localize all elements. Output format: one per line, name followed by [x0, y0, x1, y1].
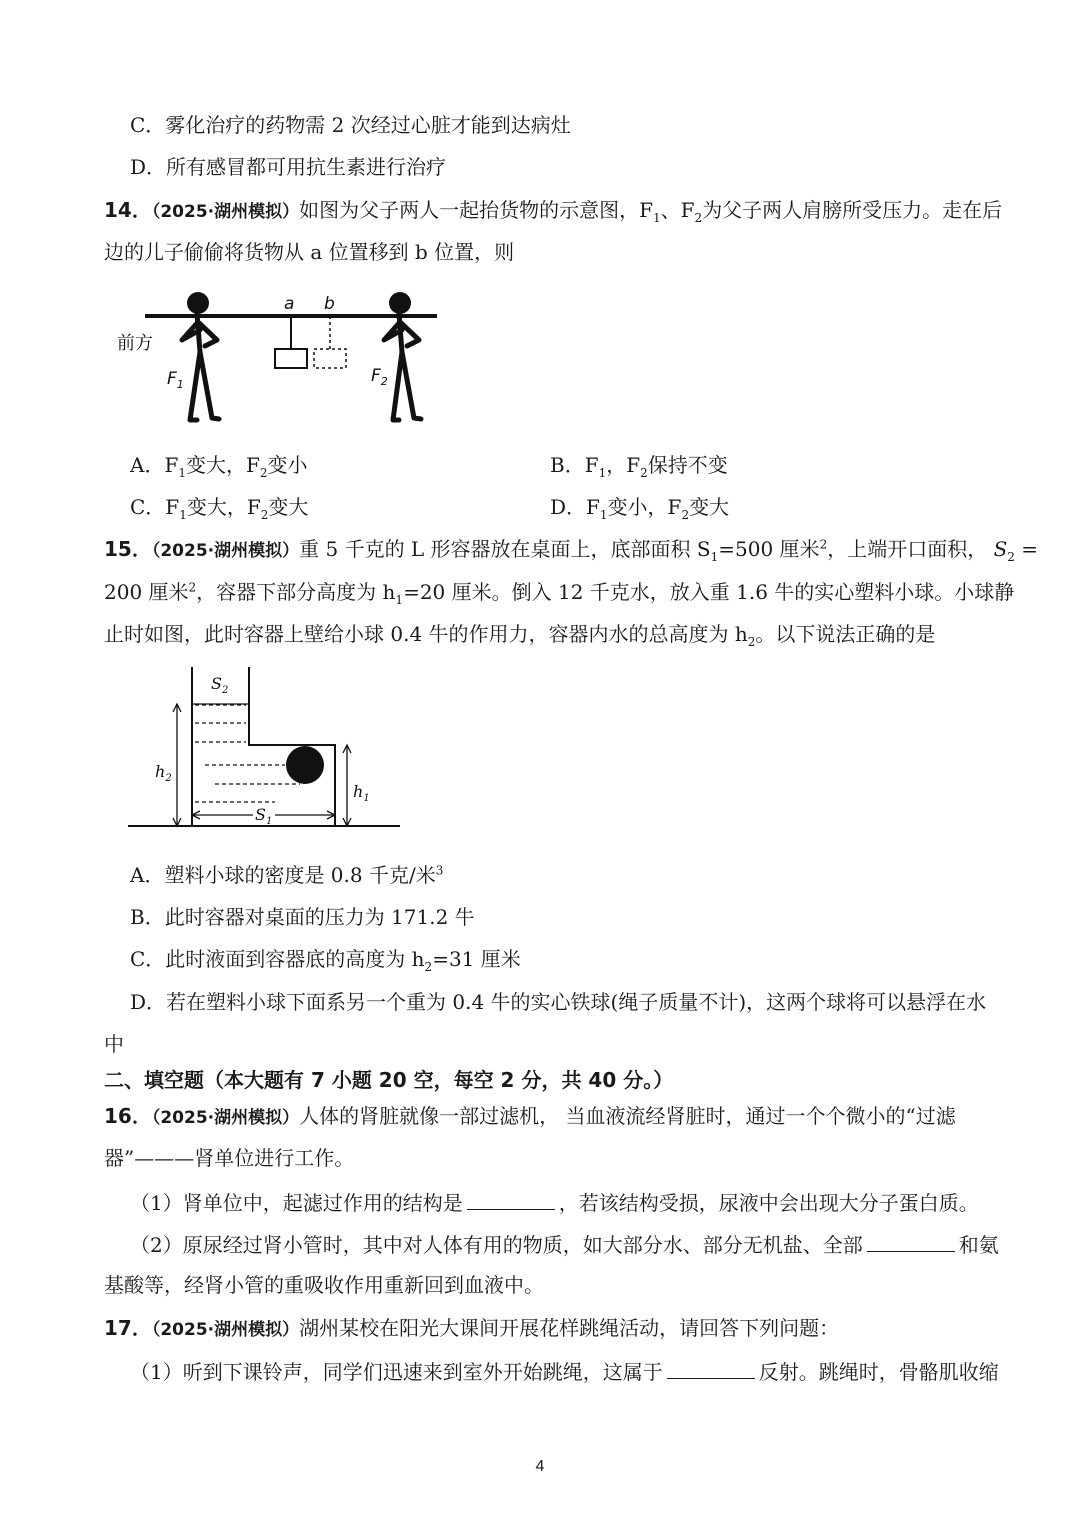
q15-option-c: C．此时液面到容器底的高度为 $h_2=31$ 厘米: [130, 947, 521, 974]
q17-source: （2025·湖州模拟）: [151, 1320, 300, 1340]
front-label: 前方: [117, 333, 153, 354]
s1-label: $S_1$: [255, 805, 273, 827]
point-b-label: b: [324, 294, 335, 314]
q15-stem-line3: 止时如图，此时容器上壁给小球 0.4 牛的作用力，容器内水的总高度为 $h_2$。以下说法正确的是: [104, 622, 936, 649]
q13-option-d: D．所有感冒都可用抗生素进行治疗: [130, 155, 447, 179]
page-number: 4: [535, 1458, 545, 1475]
q15-figure: [125, 665, 405, 835]
q14-option-a: A．$F_1$变大，$F_2$变小: [130, 453, 308, 480]
f1-label: $F_1$: [167, 369, 184, 391]
q14-figure: [105, 282, 450, 427]
q14-number: 14．: [104, 198, 152, 222]
q13-option-c: C．雾化治疗的药物需 2 次经过心脏才能到达病灶: [130, 113, 571, 137]
q16-part2: （2）原尿经过肾小管时，其中对人体有用的物质，如大部分水、部分无机盐、全部 和氨: [130, 1233, 999, 1257]
q16-source: （2025·湖州模拟）: [151, 1108, 300, 1128]
q14-option-b: B．$F_1$，$F_2$保持不变: [550, 453, 728, 480]
q17-stem: 17．（2025·湖州模拟）湖州某校在阳光大课间开展花样跳绳活动，请回答下列问题：: [104, 1316, 840, 1340]
q17-blank-1[interactable]: [667, 1358, 755, 1379]
h1-label: $h_1$: [353, 782, 370, 804]
q15-stem-line1: 15．（2025·湖州模拟）重 5 千克的 L 形容器放在桌面上，底部面积 $S_1=500$ 厘米$^2$，上端开口面积， $S_2$ =: [104, 537, 1039, 564]
q16-stem-line1: 16．（2025·湖州模拟）人体的肾脏就像一部过滤机， 当血液流经肾脏时，通过一个个微小的“过滤: [104, 1104, 956, 1128]
plastic-ball: [286, 746, 324, 784]
section-2-title: 二、填空题（本大题有 7 小题 20 空，每空 2 分，共 40 分。）: [104, 1068, 674, 1092]
s2-label: $S_2$: [211, 674, 229, 696]
father-figure: [182, 292, 219, 420]
q16-number: 16．: [104, 1104, 152, 1128]
q17-number: 17．: [104, 1316, 152, 1340]
f2-label: $F_2$: [371, 366, 388, 388]
q17-part1: （1）听到下课铃声，同学们迅速来到室外开始跳绳，这属于 反射。跳绳时，骨骼肌收缩: [130, 1360, 999, 1384]
q14-stem-line2: 边的儿子偷偷将货物从 a 位置移到 b 位置，则: [104, 240, 515, 264]
q16-blank-1[interactable]: [467, 1189, 555, 1210]
q14-source: （2025·湖州模拟）: [151, 202, 300, 222]
q16-part1: （1）肾单位中，起滤过作用的结构是 ，若该结构受损，尿液中会出现大分子蛋白质。: [130, 1191, 979, 1215]
son-figure: [384, 292, 421, 420]
q16-blank-2[interactable]: [867, 1231, 955, 1252]
q15-option-d-cont: 中: [104, 1032, 124, 1056]
h2-label: $h_2$: [155, 762, 172, 784]
q16-stem-line2: 器”———肾单位进行工作。: [104, 1146, 355, 1170]
q15-stem-line2: 200 厘米$^2$，容器下部分高度为 $h_1=20$ 厘米。倒入 12 千克水，放入重 1.6 牛的实心塑料小球。小球静: [104, 580, 1015, 607]
q14-option-c: C．$F_1$变大，$F_2$变大: [130, 495, 309, 522]
q16-part2-cont: 基酸等，经肾小管的重吸收作用重新回到血液中。: [104, 1273, 544, 1297]
point-a-label: a: [284, 294, 295, 314]
q14-option-d: D．$F_1$变小，$F_2$变大: [550, 495, 730, 522]
q15-source: （2025·湖州模拟）: [151, 541, 300, 561]
q14-stem-line1: 14．（2025·湖州模拟）如图为父子两人一起抬货物的示意图，$F_1$、$F_2$为父子两人肩膀所受压力。走在后: [104, 198, 1003, 225]
q15-number: 15．: [104, 537, 152, 561]
q15-option-a: A．塑料小球的密度是 0.8 千克/米$^3$: [130, 863, 444, 887]
q15-option-d: D．若在塑料小球下面系另一个重为 0.4 牛的实心铁球(绳子质量不计)，这两个球将可以悬浮在水: [130, 990, 987, 1014]
q15-option-b: B．此时容器对桌面的压力为 171.2 牛: [130, 905, 475, 929]
